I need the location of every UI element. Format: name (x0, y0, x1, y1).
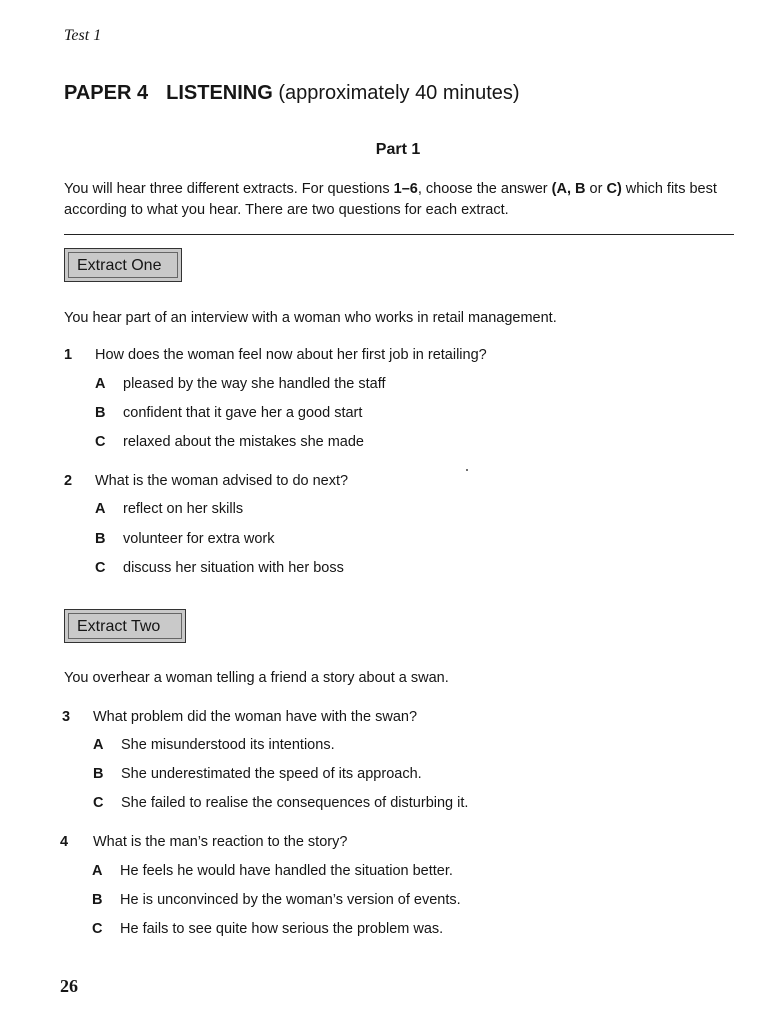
question-text: How does the woman feel now about her first job in retailing? (95, 347, 487, 363)
answer-option: She underestimated the speed of its approach. (121, 766, 422, 782)
page-number: 26 (60, 976, 78, 996)
option-letter: C (95, 434, 106, 450)
section-divider (64, 234, 734, 235)
option-letter: A (93, 737, 104, 753)
question-number: 1 (64, 347, 73, 363)
part-heading: Part 1 (375, 141, 421, 158)
running-head: Test 1 (64, 27, 102, 44)
answer-option: relaxed about the mistakes she made (123, 434, 364, 450)
paper-number: PAPER 4 (64, 82, 149, 104)
question-number: 4 (60, 834, 69, 850)
question-text: What problem did the woman have with the swan? (93, 709, 418, 725)
extract-two-context: You overhear a woman telling a friend a story about a swan. (64, 670, 449, 686)
answer-option: She failed to realise the consequences of disturbing it. (121, 795, 469, 811)
answer-option: He fails to see quite how serious the problem was. (120, 921, 444, 937)
answer-option: reflect on her skills (123, 501, 244, 517)
part-instructions: You will hear three different extracts. For questions 1–6, choose the answer (A, B or C) which fits best according to what you hear. There are two questions for each extract. (64, 181, 717, 218)
option-letter: B (93, 766, 104, 782)
paper-name: LISTENING (166, 82, 273, 104)
option-letter: C (93, 795, 104, 811)
answer-option: pleased by the way she handled the staff (123, 376, 386, 392)
answer-option: volunteer for extra work (123, 531, 275, 547)
question-number: 2 (64, 473, 73, 489)
option-letter: B (95, 531, 106, 547)
extract-one-context: You hear part of an interview with a woman who works in retail management. (64, 310, 557, 326)
answer-option: discuss her situation with her boss (123, 560, 344, 576)
option-letter: A (95, 376, 106, 392)
paper-duration: (approximately 40 minutes) (278, 82, 520, 104)
answer-option: confident that it gave her a good start (123, 405, 363, 421)
question-number: 3 (62, 709, 71, 725)
paper-title (64, 82, 520, 105)
option-letter: A (92, 863, 103, 879)
answer-option: He is unconvinced by the woman’s version of events. (120, 892, 461, 908)
option-letter: B (95, 405, 106, 421)
print-speck (466, 469, 468, 471)
question-text: What is the man’s reaction to the story? (93, 834, 348, 850)
extract-two-label: Extract Two (64, 609, 186, 643)
option-letter: A (95, 501, 106, 517)
question-text: What is the woman advised to do next? (95, 473, 349, 489)
answer-option: He feels he would have handled the situation better. (120, 863, 453, 879)
option-letter: C (95, 560, 106, 576)
answer-option: She misunderstood its intentions. (121, 737, 335, 753)
option-letter: C (92, 921, 103, 937)
option-letter: B (92, 892, 103, 908)
extract-one-label: Extract One (64, 248, 182, 282)
